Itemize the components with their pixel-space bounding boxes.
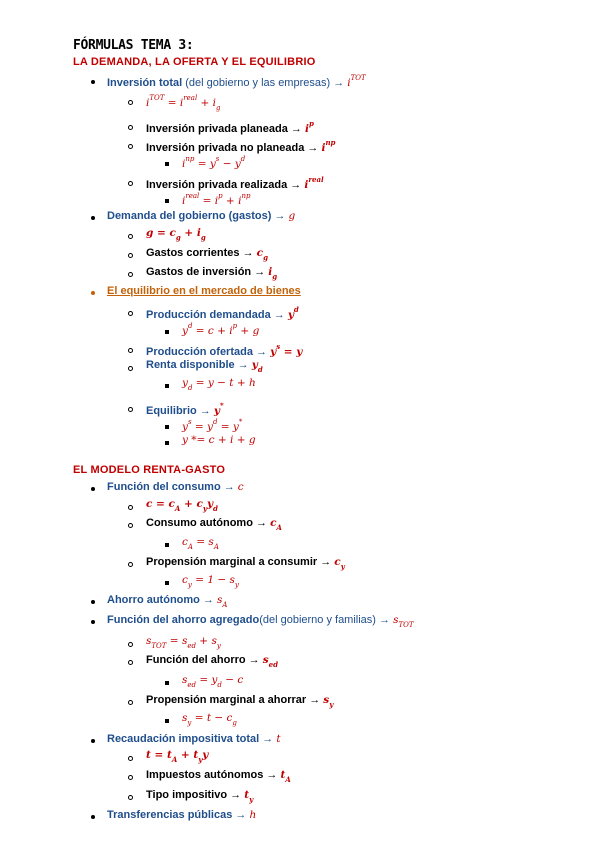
- list-item-propension-ahorrar: [146, 694, 333, 709]
- formula-inversion-no-planeada: $i^{np} = y^s - y^d$: [182, 155, 246, 170]
- item-label: Ahorro autónomo →: [107, 594, 214, 606]
- item-label: Producción demandada →: [146, 309, 285, 321]
- item-label: Propensión marginal a ahorrar →: [146, 694, 321, 706]
- list-item-gastos-inversion: [146, 266, 277, 281]
- item-label: Recaudación impositiva total →: [107, 733, 274, 745]
- formula: $y_d$: [251, 359, 263, 374]
- bullet: [128, 311, 133, 316]
- bullet: [165, 543, 169, 547]
- list-item-renta-disponible: [146, 359, 263, 374]
- bullet: [91, 80, 95, 84]
- item-label: Equilibrio →: [146, 405, 211, 417]
- bullet: [128, 562, 133, 567]
- bullet: [128, 272, 133, 277]
- bullet: [91, 216, 95, 220]
- bullet: [128, 660, 133, 665]
- formula-propension-consumir: $c_y = 1 - s_y$: [182, 574, 239, 589]
- formula: $c_A$: [270, 517, 282, 532]
- formula: $i^{TOT}$: [347, 74, 366, 89]
- formula-recaudacion: $t = t_A + t_yy$: [146, 749, 209, 764]
- list-item-ahorro-autonomo: [107, 594, 227, 609]
- list-item-tipo-impositivo: [146, 789, 253, 804]
- list-item-inversion-no-planeada: [146, 138, 335, 154]
- formula-ahorro-agregado: $s_{TOT} = s_{ed} + s_y$: [146, 635, 221, 650]
- formula-renta-disponible: $y_d = y - t + h$: [182, 377, 256, 392]
- item-label: Inversión privada no planeada →: [146, 142, 319, 154]
- list-item-propension-consumir: [146, 556, 345, 571]
- item-label: Consumo autónomo →: [146, 517, 267, 529]
- item-label: Transferencias públicas →: [107, 809, 247, 821]
- bullet: [91, 487, 95, 491]
- list-item-equilibrio: [146, 401, 224, 417]
- item-label: Función del ahorro agregado: [107, 614, 260, 626]
- item-note: (del gobierno y familias) →: [259, 614, 391, 626]
- formula-equilibrio-1: $y^s = y^d = y^*$: [182, 418, 243, 433]
- bullet: [128, 642, 133, 647]
- formula-inversion-total: $i^{TOT} = i^{real} + i_g$: [146, 94, 221, 112]
- page-title: FÓRMULAS TEMA 3:: [73, 38, 194, 53]
- list-item-demanda-gobierno: [107, 210, 295, 222]
- bullet: [165, 581, 169, 585]
- bullet: [128, 253, 133, 258]
- list-item-inversion-realizada: [146, 175, 324, 191]
- item-label: Impuestos autónomos →: [146, 769, 278, 781]
- formula: $t_y$: [244, 789, 254, 804]
- bullet: [128, 348, 133, 353]
- formula: $i_g$: [268, 266, 278, 281]
- formula: $s_{TOT}$: [393, 614, 414, 629]
- item-label: Producción ofertada →: [146, 346, 268, 358]
- formula-demanda-gobierno: $g = c_g + i_g$: [146, 227, 206, 242]
- item-note: (del gobierno y las empresas) →: [185, 77, 345, 89]
- bullet: [128, 523, 133, 528]
- item-label: Tipo impositivo →: [146, 789, 242, 801]
- item-label: Gastos de inversión →: [146, 266, 266, 278]
- bullet: [128, 407, 133, 412]
- bullet: [128, 100, 133, 105]
- formula-inversion-realizada: $i^{real} = i^p + i^{np}$: [182, 192, 251, 207]
- bullet: [91, 291, 95, 295]
- formula: $t_A$: [280, 769, 291, 784]
- bullet: [128, 234, 133, 239]
- formula: $c_y$: [334, 556, 345, 571]
- formula: $i^p$: [304, 119, 314, 135]
- formula: $i^{np}$: [321, 138, 336, 154]
- item-label: Demanda del gobierno (gastos) →: [107, 210, 286, 222]
- item-link[interactable]: El equilibrio en el mercado de bienes: [107, 285, 301, 297]
- bullet: [165, 199, 169, 203]
- bullet: [165, 425, 169, 429]
- list-item-consumo-autonomo: [146, 517, 282, 532]
- formula: g: [288, 210, 296, 222]
- formula: $s_{ed}$: [262, 654, 279, 669]
- bullet: [165, 441, 169, 445]
- bullet: [128, 505, 133, 510]
- list-item-recaudacion: [107, 733, 281, 745]
- item-label: Función del ahorro →: [146, 654, 260, 666]
- bullet: [128, 181, 133, 186]
- bullet: [128, 144, 133, 149]
- formula: $s_y$: [323, 694, 334, 709]
- bullet: [128, 795, 133, 800]
- list-item-ahorro-agregado: [107, 614, 414, 629]
- bullet: [165, 681, 169, 685]
- formula-produccion-demandada: $y^d = c + i^p + g$: [182, 322, 260, 337]
- formula: $y^s = y$: [270, 342, 303, 358]
- list-item-impuestos-autonomos: [146, 769, 291, 784]
- list-item-equilibrio-mercado[interactable]: [107, 285, 301, 297]
- item-label: Inversión privada planeada →: [146, 123, 302, 135]
- section-heading-demanda: LA DEMANDA, LA OFERTA Y EL EQUILIBRIO: [73, 56, 316, 68]
- formula: c: [237, 481, 244, 493]
- section-heading-renta-gasto: EL MODELO RENTA-GASTO: [73, 464, 226, 476]
- formula-funcion-ahorro: $s_{ed} = y_d - c$: [182, 674, 244, 689]
- bullet: [165, 330, 169, 334]
- item-label: Propensión marginal a consumir →: [146, 556, 332, 568]
- formula: t: [276, 733, 281, 745]
- list-item-produccion-demandada: [146, 305, 299, 321]
- formula-consumo-autonomo: $c_A = s_A$: [182, 536, 219, 551]
- formula: $c_g$: [256, 247, 268, 262]
- formula: h: [249, 809, 257, 821]
- list-item-produccion-ofertada: [146, 342, 302, 358]
- bullet: [165, 719, 169, 723]
- list-item-inversion-total: [107, 74, 366, 89]
- bullet: [128, 756, 133, 761]
- formula: $y^d$: [287, 305, 299, 321]
- bullet: [128, 700, 133, 705]
- list-item-inversion-planeada: [146, 119, 314, 135]
- bullet: [128, 775, 133, 780]
- formula-equilibrio-2: y *= c + i + g: [182, 434, 256, 446]
- bullet: [91, 739, 95, 743]
- formula-funcion-consumo: $c = c_A + c_yy_d$: [146, 498, 218, 513]
- list-item-transferencias: [107, 809, 256, 821]
- bullet: [128, 125, 133, 130]
- item-label: Función del consumo →: [107, 481, 235, 493]
- list-item-funcion-consumo: [107, 481, 244, 493]
- list-item-gastos-corrientes: [146, 247, 268, 262]
- item-label: Inversión privada realizada →: [146, 179, 302, 191]
- bullet: [128, 366, 133, 371]
- formula: $s_A$: [217, 594, 228, 609]
- formula: y*: [213, 401, 224, 417]
- bullet: [91, 600, 95, 604]
- bullet: [91, 815, 95, 819]
- item-label: Inversión total: [107, 77, 183, 89]
- bullet: [165, 162, 169, 166]
- formula: $i^{real}$: [304, 175, 324, 191]
- item-label: Gastos corrientes →: [146, 247, 254, 259]
- formula-propension-ahorrar: $s_y = t - c_g$: [182, 712, 237, 727]
- item-label: Renta disponible →: [146, 359, 249, 371]
- list-item-funcion-ahorro: [146, 654, 278, 669]
- bullet: [91, 620, 95, 624]
- bullet: [165, 384, 169, 388]
